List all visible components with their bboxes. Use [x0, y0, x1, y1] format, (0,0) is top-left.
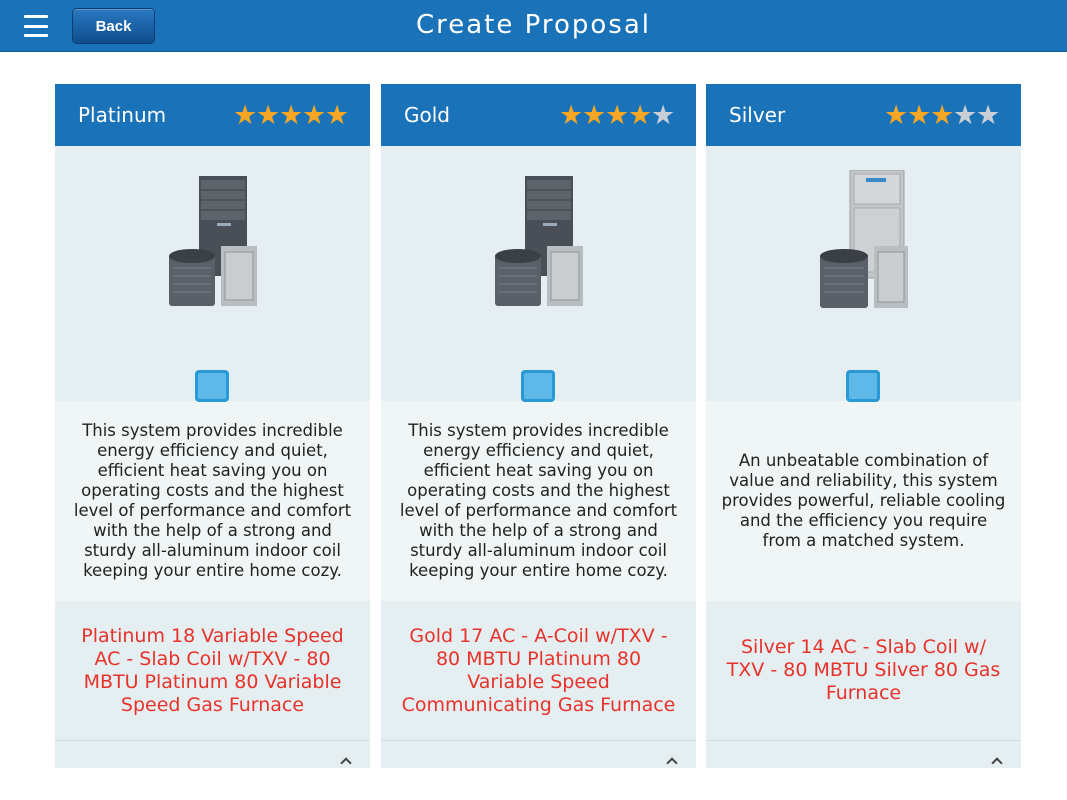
proposal-card-gold[interactable]: [381, 84, 696, 768]
proposal-card-silver[interactable]: [706, 84, 1021, 768]
product-image-area: [55, 146, 370, 401]
ahri-certified-badge-icon: [521, 370, 555, 402]
star-filled-icon: ★: [930, 100, 955, 130]
star-rating: [559, 100, 674, 130]
card-header: [381, 84, 696, 146]
star-filled-icon: ★: [559, 100, 584, 130]
star-rating: [233, 100, 348, 130]
system-description: An unbeatable combination of value and reliability, this system provides powerful, reliable cooling and the efficiency you require from a matched system.: [706, 401, 1021, 601]
hvac-system-image: [493, 176, 588, 311]
tier-name: Platinum: [78, 103, 167, 127]
star-filled-icon: ★: [582, 100, 607, 130]
product-image-area: [381, 146, 696, 401]
system-description: This system provides incredible energy efficiency and quiet, efficient heat saving you on operating costs and the highest level of performance and comfort with the help of a strong and sturdy all-aluminum indoor coil keeping your entire home cozy.: [381, 401, 696, 601]
proposal-cards: [55, 84, 1017, 768]
product-image-area: [706, 146, 1021, 401]
tier-name: Gold: [404, 103, 450, 127]
star-filled-icon: ★: [279, 100, 304, 130]
ahri-certified-badge-icon: [846, 370, 880, 402]
hvac-system-image: [818, 170, 913, 312]
tier-name: Silver: [729, 103, 786, 127]
star-filled-icon: ★: [302, 100, 327, 130]
star-empty-icon: ★: [651, 100, 676, 130]
card-header: [55, 84, 370, 146]
star-empty-icon: ★: [976, 100, 1001, 130]
chevron-up-icon: [991, 757, 1002, 768]
card-footer[interactable]: [381, 741, 696, 768]
star-filled-icon: ★: [233, 100, 258, 130]
star-filled-icon: ★: [605, 100, 630, 130]
chevron-up-icon: [340, 757, 351, 768]
card-footer[interactable]: [706, 741, 1021, 768]
system-model[interactable]: Platinum 18 Variable Speed AC - Slab Coil w/TXV - 80 MBTU Platinum 80 Variable Speed Gas Furnace: [55, 601, 370, 741]
star-filled-icon: ★: [325, 100, 350, 130]
ahri-certified-badge-icon: [195, 370, 229, 402]
hvac-system-image: [167, 176, 262, 311]
star-filled-icon: ★: [628, 100, 653, 130]
page-title: Create Proposal: [415, 10, 652, 40]
back-button[interactable]: Back: [72, 8, 155, 44]
system-model[interactable]: Silver 14 AC - Slab Coil w/ TXV - 80 MBTU Silver 80 Gas Furnace: [706, 601, 1021, 741]
system-description: This system provides incredible energy efficiency and quiet, efficient heat saving you on operating costs and the highest level of performance and comfort with the help of a strong and sturdy all-aluminum indoor coil keeping your entire home cozy.: [55, 401, 370, 601]
star-filled-icon: ★: [884, 100, 909, 130]
proposal-card-platinum[interactable]: [55, 84, 370, 768]
system-model[interactable]: Gold 17 AC - A-Coil w/TXV - 80 MBTU Platinum 80 Variable Speed Communicating Gas Furnace: [381, 601, 696, 741]
card-header: [706, 84, 1021, 146]
card-footer[interactable]: [55, 741, 370, 768]
chevron-up-icon: [666, 757, 677, 768]
star-filled-icon: ★: [256, 100, 281, 130]
star-empty-icon: ★: [953, 100, 978, 130]
star-filled-icon: ★: [907, 100, 932, 130]
top-app-bar: [0, 0, 1067, 52]
star-rating: [884, 100, 999, 130]
